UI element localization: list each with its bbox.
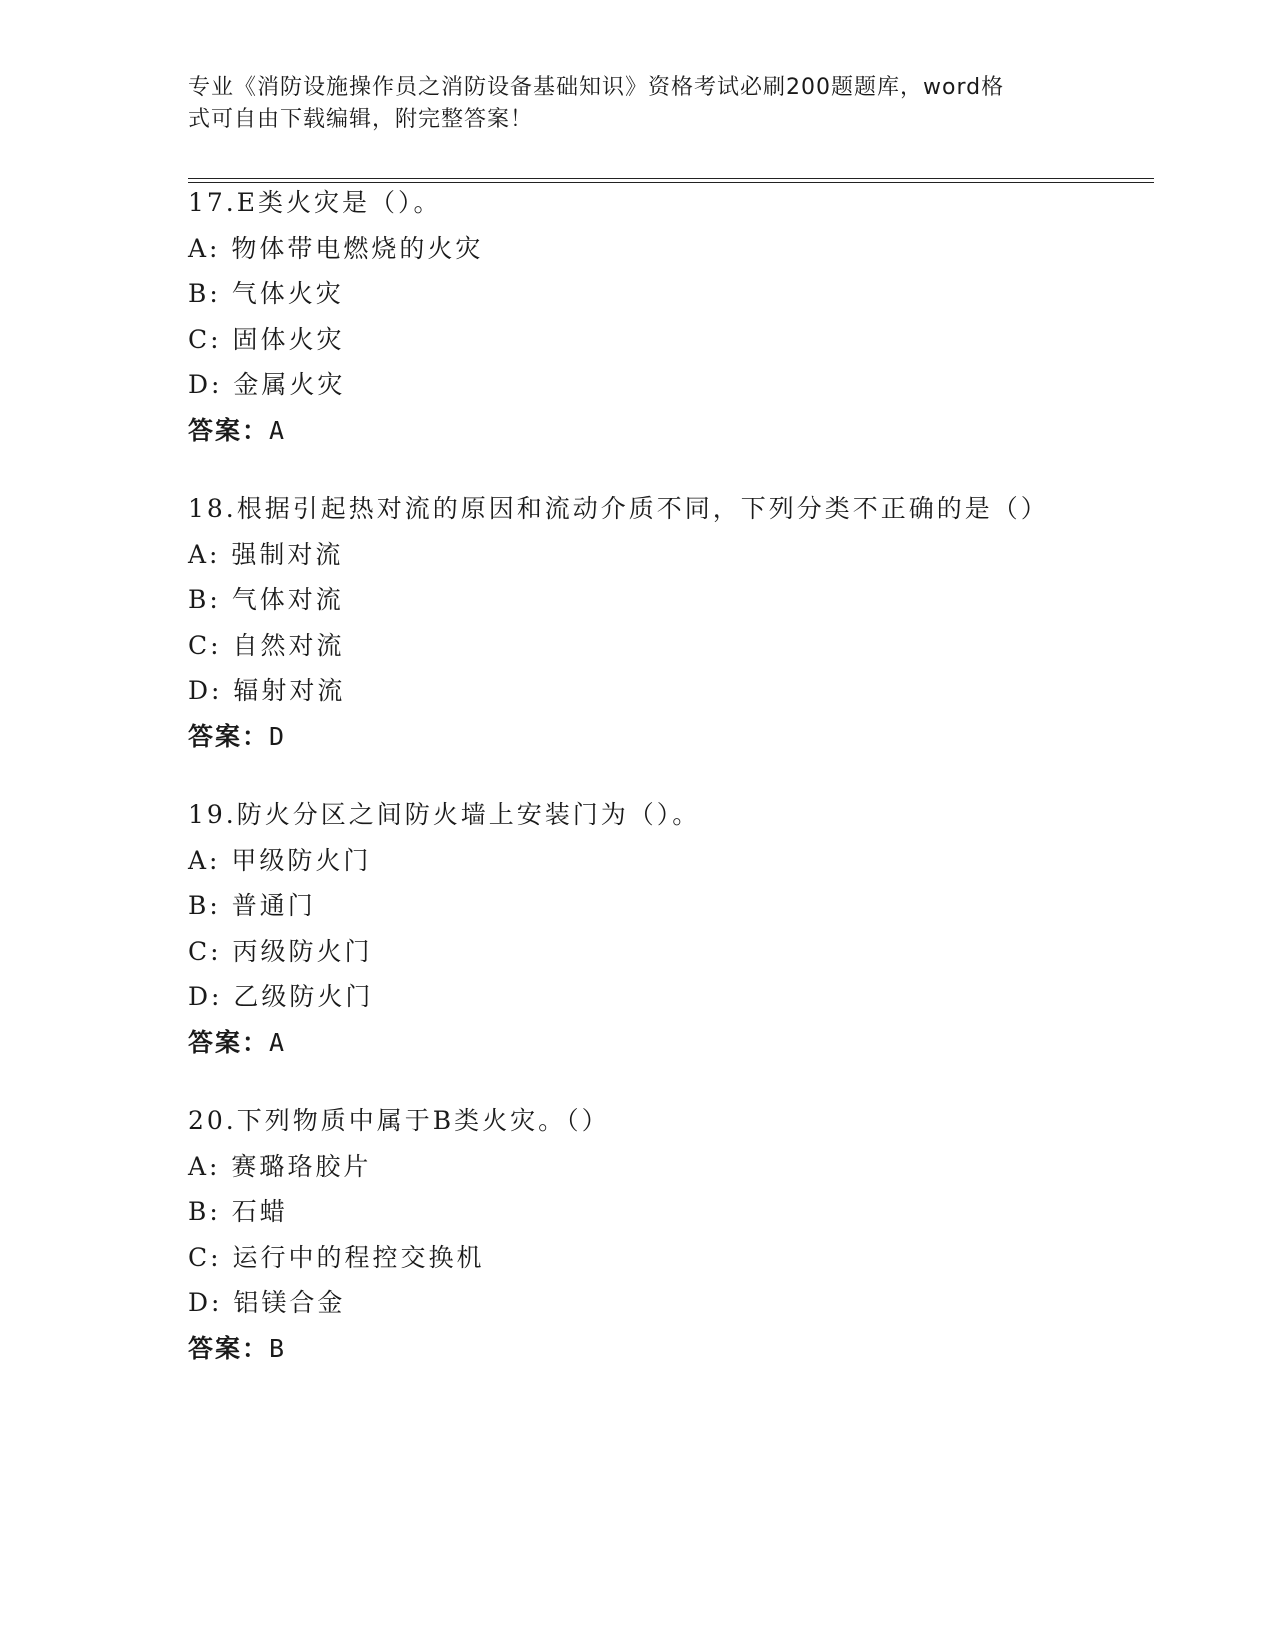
option-a: A: 甲级防火门 — [188, 845, 372, 875]
question-stem: 17.E类火灾是（）。 — [188, 188, 442, 217]
answer-value: A — [269, 1027, 287, 1057]
question-20 — [188, 1098, 1148, 1371]
option-c: C: 固体火灾 — [188, 324, 345, 354]
option-a: A: 物体带电燃烧的火灾 — [188, 233, 484, 263]
answer-value: B — [269, 1333, 287, 1363]
answer-value: D — [269, 721, 287, 751]
option-c: C: 丙级防火门 — [188, 936, 373, 966]
header-line-1: 专业《消防设施操作员之消防设备基础知识》资格考试必刷200题题库，word格 — [188, 75, 1005, 100]
option-a: A: 赛璐珞胶片 — [188, 1151, 372, 1181]
option-c: C: 运行中的程控交换机 — [188, 1242, 485, 1272]
document-header — [188, 72, 1068, 136]
question-stem: 19.防火分区之间防火墙上安装门为（）。 — [188, 800, 701, 829]
option-b: B: 气体火灾 — [188, 279, 344, 308]
option-d: D: 金属火灾 — [188, 370, 346, 399]
answer-label: 答案： — [188, 721, 270, 751]
question-stem: 18.根据引起热对流的原因和流动介质不同，下列分类不正确的是（） — [188, 494, 1049, 523]
answer-line — [188, 714, 1148, 760]
answer-label: 答案： — [188, 1027, 270, 1057]
option-d: D: 乙级防火门 — [188, 982, 374, 1011]
option-b: B: 普通门 — [188, 891, 316, 920]
question-stem: 20.下列物质中属于B类火灾。（） — [188, 1106, 610, 1135]
option-c: C: 自然对流 — [188, 630, 345, 660]
answer-label: 答案： — [188, 415, 270, 445]
option-b: B: 石蜡 — [188, 1197, 288, 1226]
answer-line — [188, 408, 1148, 454]
option-b: B: 气体对流 — [188, 585, 344, 614]
option-d: D: 铝镁合金 — [188, 1288, 346, 1317]
question-19 — [188, 792, 1148, 1065]
answer-label: 答案： — [188, 1333, 270, 1363]
option-d: D: 辐射对流 — [188, 676, 346, 705]
question-18 — [188, 486, 1148, 759]
answer-line — [188, 1326, 1148, 1372]
question-17 — [188, 180, 1148, 453]
header-line-2: 式可自由下载编辑，附完整答案！ — [188, 107, 534, 132]
answer-value: A — [269, 415, 287, 445]
answer-line — [188, 1020, 1148, 1066]
option-a: A: 强制对流 — [188, 539, 344, 569]
